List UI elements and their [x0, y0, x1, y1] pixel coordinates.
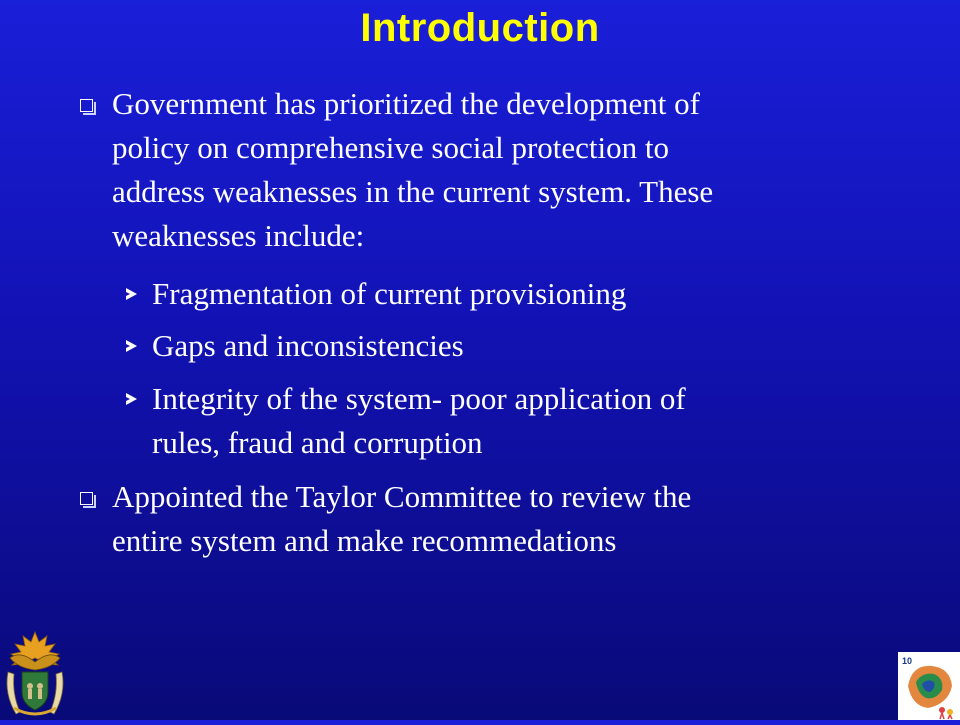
- ten-years-of-freedom-logo: [898, 652, 960, 720]
- sub-bullet-line: rules, fraud and corruption: [152, 425, 483, 460]
- bullet-line: weaknesses include:: [112, 218, 365, 253]
- bullet-line: Appointed the Taylor Committee to review the: [112, 479, 692, 514]
- sub-bullet-line: Integrity of the system- poor application of: [152, 381, 686, 416]
- sub-bullet-line: Gaps and inconsistencies: [152, 328, 464, 363]
- arrow-bullet-icon: [126, 340, 137, 352]
- bullet-line: address weaknesses in the current system. These: [112, 174, 714, 209]
- slide-title: Introduction: [360, 6, 600, 50]
- arrow-bullet-icon: [126, 288, 137, 300]
- bullet-line: policy on comprehensive social protection to: [112, 130, 669, 165]
- coat-of-arms-icon: [0, 628, 70, 720]
- square-bullet-icon: [80, 492, 93, 505]
- bullet-line: entire system and make recommedations: [112, 523, 617, 558]
- svg-text:10: 10: [902, 656, 913, 666]
- sub-bullet-line: Fragmentation of current provisioning: [152, 276, 627, 311]
- bullet-line: Government has prioritized the development of: [112, 86, 700, 121]
- square-bullet-icon: [80, 99, 93, 112]
- arrow-bullet-icon: [126, 393, 137, 405]
